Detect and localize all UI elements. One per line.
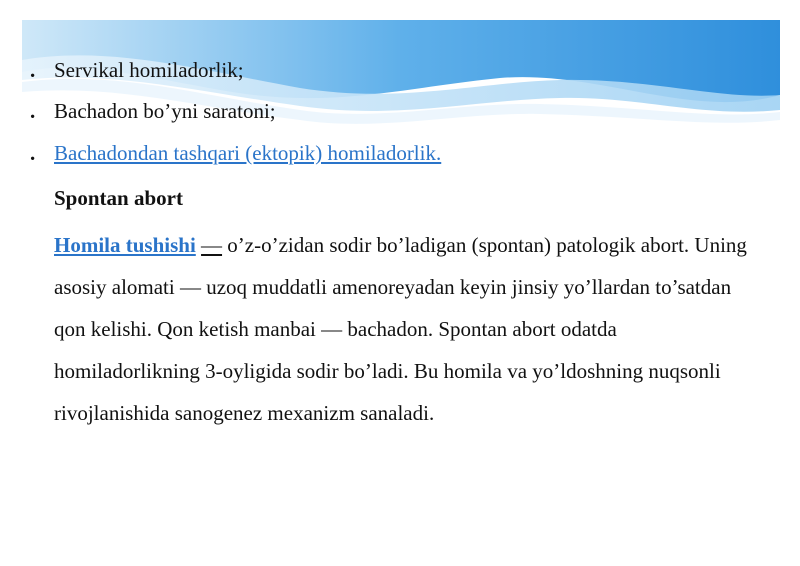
bullet-marker: . (30, 141, 36, 165)
bullet-text: Servikal homiladorlik; (54, 58, 244, 82)
bullet-text: Bachadon bo’yni saratoni; (54, 99, 276, 123)
term-link[interactable]: Homila tushishi (54, 233, 196, 257)
bullet-marker: . (30, 99, 36, 123)
definition-paragraph (54, 224, 754, 434)
dash-separator: — (201, 233, 223, 257)
bullet-item (30, 141, 441, 165)
section-heading: Spontan abort (54, 186, 183, 210)
ectopic-pregnancy-link[interactable]: Bachadondan tashqari (ektopik) homiladorlik. (54, 141, 442, 165)
bullet-marker: . (30, 58, 36, 82)
paragraph-body: o’z-o’zidan sodir bo’ladigan (spontan) patologik abort. Uning asosiy alomati — uzoq muddatli amenoreyadan keyin jinsiy yo’llardan to’satdan qon kelishi. Qon ketish manbai — bachadon. Spontan abort odatda homiladorlikning 3-oyligida sodir bo’ladi. Bu homila va yo’ldoshning nuqsonli rivojlanishida sanogenez mexanizm sanaladi. (54, 233, 747, 425)
bullet-item (30, 99, 276, 123)
bullet-item (30, 58, 244, 82)
